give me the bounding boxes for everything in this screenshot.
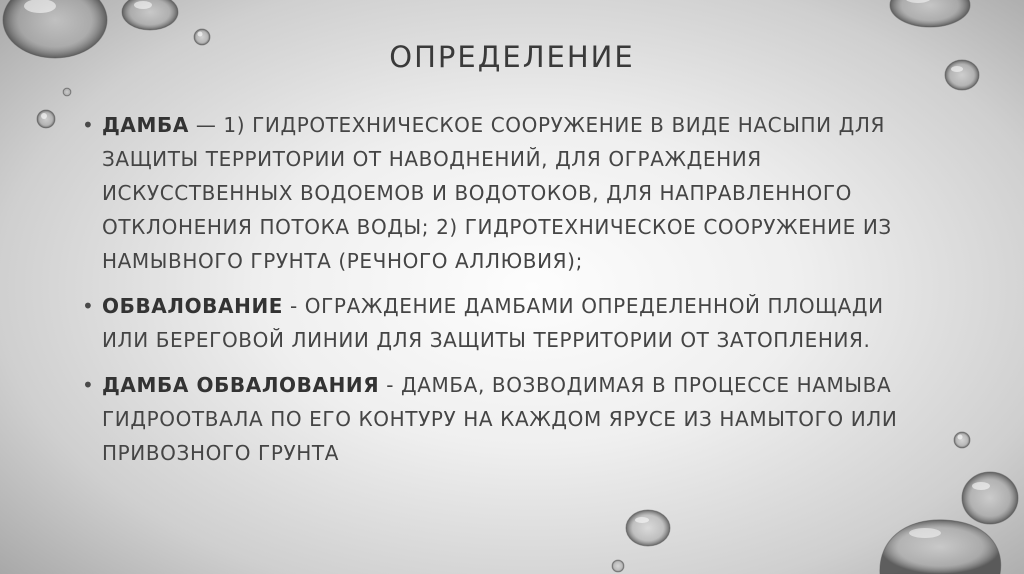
slide-title: ОПРЕДЕЛЕНИЕ (389, 40, 635, 74)
drop-bottom-right-blob (880, 520, 1001, 574)
term-damba: ДАМБА (102, 113, 189, 137)
list-item (78, 108, 918, 278)
definition-text: — 1) ГИДРОТЕХНИЧЕСКОЕ СООРУЖЕНИЕ В ВИДЕ НАСЫПИ ДЛЯ ЗАЩИТЫ ТЕРРИТОРИИ ОТ НАВОДНЕНИЙ, ДЛЯ ОГРАЖДЕНИЯ ИСКУССТВЕННЫХ ВОДОЕМОВ И ВОДОТОКОВ, ДЛЯ НАПРАВЛЕННОГО ОТКЛОНЕНИЯ ПОТОКА ВОДЫ; 2) ГИДРОТЕХНИЧЕСКОЕ СООРУЖЕНИЕ ИЗ НАМЫВНОГО ГРУНТА (РЕЧНОГО АЛЛЮВИЯ); (102, 113, 892, 273)
drop-bottom-right-large (962, 472, 1018, 524)
list-item (78, 368, 918, 470)
term-obvalovanie: ОБВАЛОВАНИЕ (102, 294, 284, 318)
list-item (78, 289, 918, 357)
drop-top-left-mid (122, 0, 178, 30)
definition-text: - ДАМБА, ВОЗВОДИМАЯ В ПРОЦЕССЕ НАМЫВА ГИДРООТВАЛА ПО ЕГО КОНТУРУ НА КАЖДОМ ЯРУСЕ ИЗ НАМЫТОГО ИЛИ ПРИВОЗНОГО ГРУНТА (102, 373, 898, 465)
drop-bottom-small (612, 560, 624, 572)
term-damba-obvalovaniya: ДАМБА ОБВАЛОВАНИЯ (102, 373, 380, 397)
drop-right-mid (954, 432, 970, 448)
drop-left-tiny (63, 88, 71, 96)
drop-top-right-large (890, 0, 970, 27)
definition-text: - ОГРАЖДЕНИЕ ДАМБАМИ ОПРЕДЕЛЕННОЙ ПЛОЩАДИ ИЛИ БЕРЕГОВОЙ ЛИНИИ ДЛЯ ЗАЩИТЫ ТЕРРИТОРИИ ОТ ЗАТОПЛЕНИЯ. (102, 294, 884, 352)
drop-left-upper (37, 110, 55, 128)
drop-bottom-center (626, 510, 670, 546)
definition-list (78, 108, 918, 481)
